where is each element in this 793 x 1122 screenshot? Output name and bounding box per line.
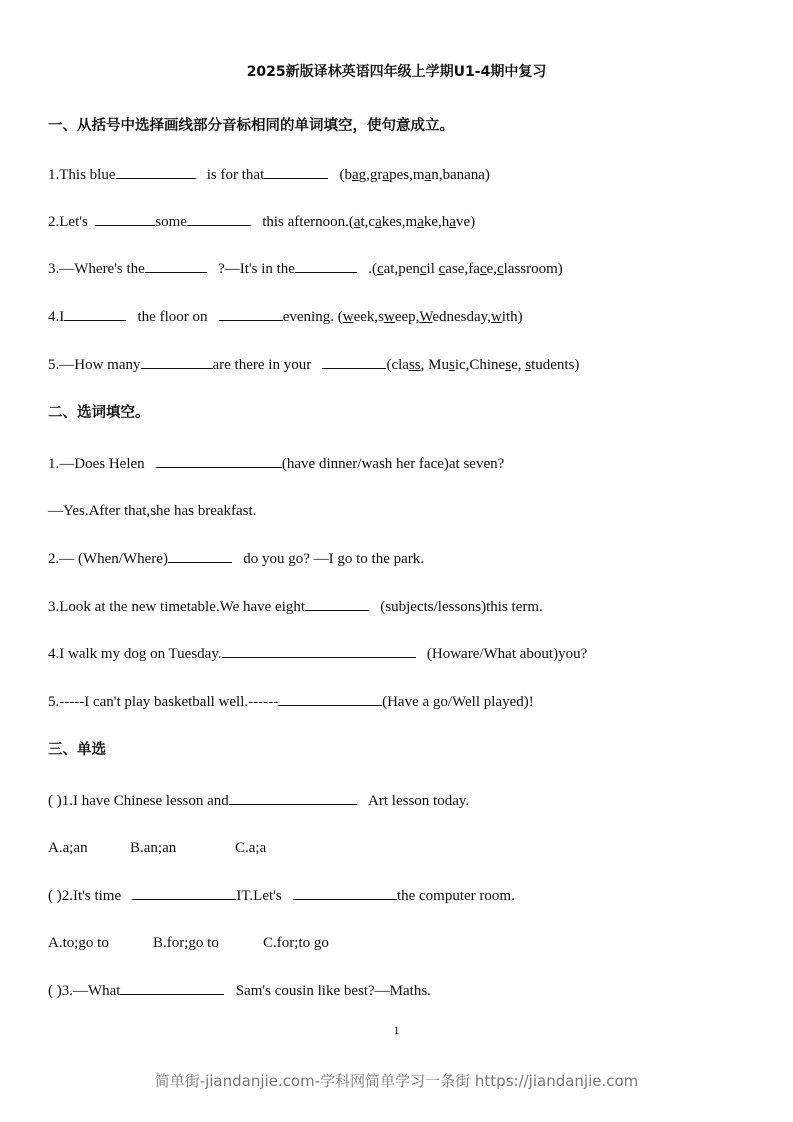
answer-blank[interactable] [141,354,213,369]
option-c[interactable]: C.a;a [235,840,267,856]
answer-blank[interactable] [168,548,232,563]
option-a[interactable]: A.to;go to [48,935,109,951]
s3-question-2: ( )2.It's time IT.Let's the computer room. [48,885,515,906]
s2-question-3: 3.Look at the new timetable.We have eight (subjects/lessons)this term. [48,596,543,617]
page-number: 1 [393,1023,400,1037]
answer-blank[interactable] [145,258,207,273]
footer-watermark: 简单街-jiandanjie.com-学科网简单学习一条街 https://jiandanjie.com [154,1072,639,1090]
s2-question-5: 5.-----I can't play basketball well.------ (Have a go/Well played)! [48,691,534,712]
s1-question-3: 3.—Where's the ?—It's in the .(cat,pencil case,face,classroom) [48,258,563,279]
s3-question-1-options [48,838,266,858]
answer-blank[interactable] [187,211,251,226]
answer-blank[interactable] [219,306,283,321]
s2-question-2: 2.— (When/Where) do you go? —I go to the park. [48,548,424,569]
option-b[interactable]: B.for;go to [153,935,219,951]
page-title: 2025新版译林英语四年级上学期U1-4期中复习 [246,64,547,80]
answer-blank[interactable] [264,164,328,179]
answer-blank[interactable] [222,643,416,658]
section-1-heading: 一、从括号中选择画线部分音标相同的单词填空，使句意成立。 [48,118,454,134]
answer-blank[interactable] [64,306,126,321]
answer-blank[interactable] [120,980,224,995]
section-3-heading: 三、单选 [48,742,106,758]
s3-question-2-options [48,933,329,953]
answer-blank[interactable] [229,790,357,805]
answer-blank[interactable] [322,354,386,369]
answer-blank[interactable] [116,164,196,179]
s2-question-1-answer: —Yes.After that,she has breakfast. [48,503,257,519]
s1-question-2: 2.Let's some this afternoon.(at,cakes,make,have) [48,211,475,232]
s3-question-3: ( )3.—What Sam's cousin like best?—Maths. [48,980,431,1001]
answer-blank[interactable] [95,211,155,226]
answer-blank[interactable] [132,885,236,900]
answer-blank[interactable] [156,453,282,468]
s2-question-1: 1.—Does Helen (have dinner/wash her face)at seven? [48,453,504,474]
option-c[interactable]: C.for;to go [263,935,329,951]
section-2-heading: 二、选词填空。 [48,405,150,421]
s3-question-1: ( )1.I have Chinese lesson and Art lesson today. [48,790,469,811]
answer-blank[interactable] [295,258,357,273]
answer-blank[interactable] [305,596,369,611]
answer-blank[interactable] [278,691,382,706]
answer-blank[interactable] [293,885,397,900]
option-a[interactable]: A.a;an [48,840,88,856]
s1-question-1: 1.This blue is for that (bag,grapes,man,banana) [48,164,490,185]
s1-question-5: 5.—How many are there in your (class, Music,Chinese, students) [48,354,579,375]
option-b[interactable]: B.an;an [130,840,177,856]
s1-question-4: 4.I the floor on evening. (week,sweep,Wednesday,with) [48,306,523,327]
s2-question-4: 4.I walk my dog on Tuesday. (Howare/What about)you? [48,643,587,664]
